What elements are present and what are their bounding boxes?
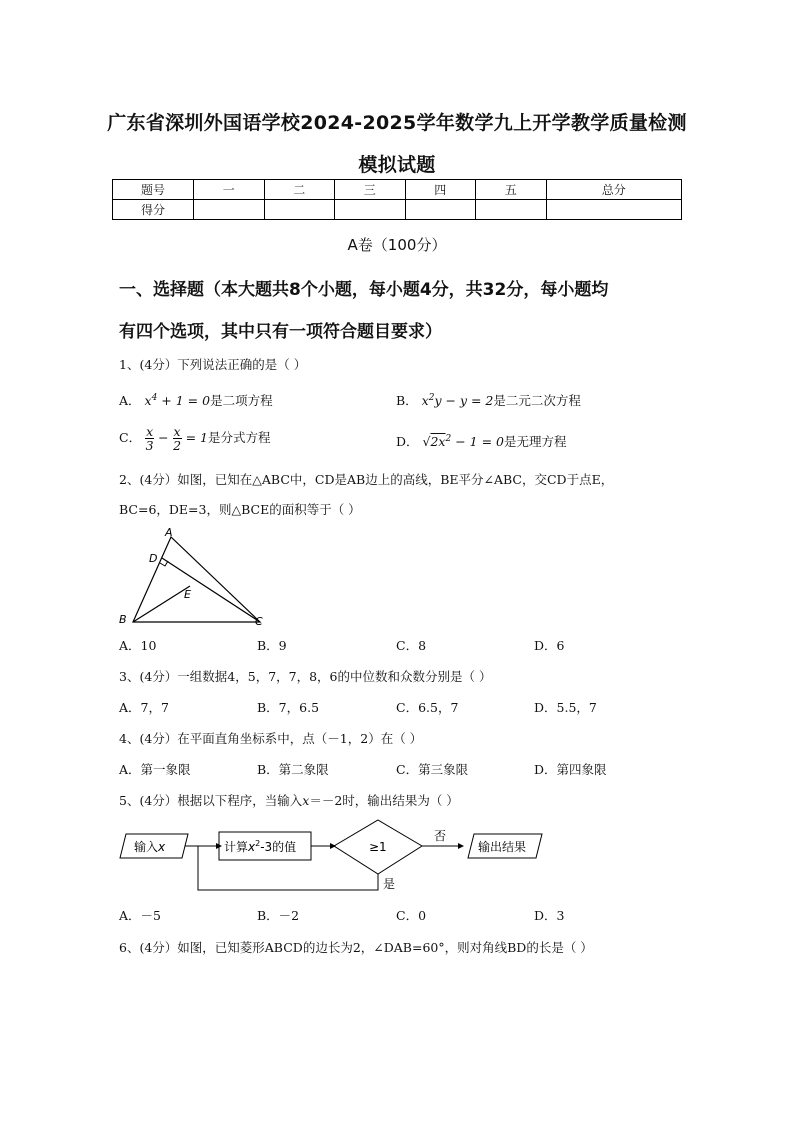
score-cell [476, 200, 547, 220]
score-cell [264, 200, 335, 220]
vertex-label-b: B [119, 613, 127, 626]
q5-option-d: D．3 [534, 908, 565, 923]
header-cell: 二 [264, 180, 335, 200]
score-table-header-row [113, 180, 682, 200]
score-table [112, 179, 682, 220]
q5-stem-var: x [302, 793, 310, 808]
q1-d-formula: $√2x^2 - 1 = 0$ [422, 433, 504, 449]
vertex-label-c: C [255, 615, 263, 628]
option-label: C． [119, 430, 142, 445]
page-title: 广东省深圳外国语学校2024-2025学年数学九上开学教学质量检测 [107, 112, 687, 134]
header-cell: 四 [405, 180, 476, 200]
q2-option-b: B．9 [257, 638, 287, 653]
option-text: 是分式方程 [207, 430, 271, 445]
flow-arrowhead [330, 843, 336, 849]
question-6-stem: 6、(4分）如图，已知菱形ABCD的边长为2，∠DAB=60°，则对角线BD的长是（ ） [119, 940, 593, 955]
vertex-label-d: D [149, 552, 158, 565]
q3-option-c: C．6.5，7 [396, 700, 459, 715]
option-text: 是无理方程 [503, 434, 567, 449]
triangle-figure [115, 525, 275, 630]
option-label: A． [119, 393, 141, 408]
q2-option-c: C．8 [396, 638, 427, 653]
header-cell: 五 [476, 180, 547, 200]
q5-stem-part2: ＝－2时，输出结果为（ ） [309, 793, 459, 808]
flow-compute-label: 计算$x^2-3$的值 [224, 839, 297, 854]
header-cell: 题号 [113, 180, 194, 200]
q1-c-formula: $\frac{x}{3}$ − $\frac{x}{2}$ = 1 [145, 424, 208, 453]
paper-part-heading: A卷（100分） [347, 236, 447, 254]
q1-option-d [396, 432, 567, 450]
header-cell: 三 [335, 180, 406, 200]
q3-option-d: D．5.5，7 [534, 700, 597, 715]
flow-no-label: 否 [434, 829, 447, 843]
q4-option-c: C．第三象限 [396, 762, 469, 777]
score-cell [546, 200, 682, 220]
header-cell: 一 [194, 180, 265, 200]
score-cell [194, 200, 265, 220]
q4-option-a: A．第一象限 [119, 762, 191, 777]
section-heading-line2: 有四个选项，其中只有一项符合题目要求） [119, 322, 442, 342]
q5-option-a: A．－5 [119, 908, 161, 923]
vertex-label-a: A [165, 526, 173, 539]
flow-yes-label: 是 [383, 877, 396, 891]
section-heading: 一、选择题（本大题共8个小题，每小题4分，共32分，每小题均 [119, 280, 609, 300]
question-2-stem-line2: BC=6，DE=3，则△BCE的面积等于（ ） [119, 502, 361, 517]
q5-option-c: C．0 [396, 908, 427, 923]
flow-output-label: 输出结果 [478, 840, 527, 854]
q3-option-b: B．7，6.5 [257, 700, 320, 715]
header-cell: 总分 [546, 180, 682, 200]
q1-option-a [119, 391, 273, 409]
q1-option-c [119, 425, 271, 452]
score-cell [405, 200, 476, 220]
score-row-label: 得分 [113, 200, 194, 220]
q1-b-formula: $x^2y - y = 2$ [421, 392, 494, 408]
flow-arrowhead [458, 843, 464, 849]
option-text: 是二项方程 [210, 393, 273, 408]
flow-input-label: 输入x [134, 840, 166, 854]
option-text: 是二元二次方程 [493, 393, 581, 408]
q2-option-d: D．6 [534, 638, 565, 653]
q3-option-a: A．7，7 [119, 700, 169, 715]
q4-option-b: B．第二象限 [257, 762, 329, 777]
q4-option-d: D．第四象限 [534, 762, 607, 777]
flowchart [118, 818, 550, 898]
option-label: D． [396, 434, 419, 449]
q1-a-formula: $x^4 + 1 = 0$ [144, 392, 211, 408]
score-cell [335, 200, 406, 220]
page-title-line2: 模拟试题 [358, 154, 436, 176]
score-table-score-row [113, 200, 682, 220]
q1-option-b [396, 391, 581, 409]
q2-option-a: A．10 [119, 638, 157, 653]
q5-option-b: B．－2 [257, 908, 300, 923]
question-3-stem: 3、(4分）一组数据4，5，7，7，8，6的中位数和众数分别是（ ） [119, 669, 492, 684]
question-2-stem: 2、(4分）如图，已知在△ABC中，CD是AB边上的高线，BE平分∠ABC，交CD于点E， [119, 472, 614, 487]
option-label: B． [396, 393, 418, 408]
question-4-stem: 4、(4分）在平面直角坐标系中，点（－1，2）在（ ） [119, 731, 423, 746]
q5-stem-part1: 5、(4分）根据以下程序，当输入 [119, 793, 303, 808]
question-1-stem: 1、(4分）下列说法正确的是（ ） [119, 357, 307, 372]
flow-condition-label: ≥1 [369, 840, 387, 854]
question-5-stem [119, 791, 459, 809]
altitude-cd [162, 558, 260, 622]
point-label-e: E [184, 588, 191, 601]
